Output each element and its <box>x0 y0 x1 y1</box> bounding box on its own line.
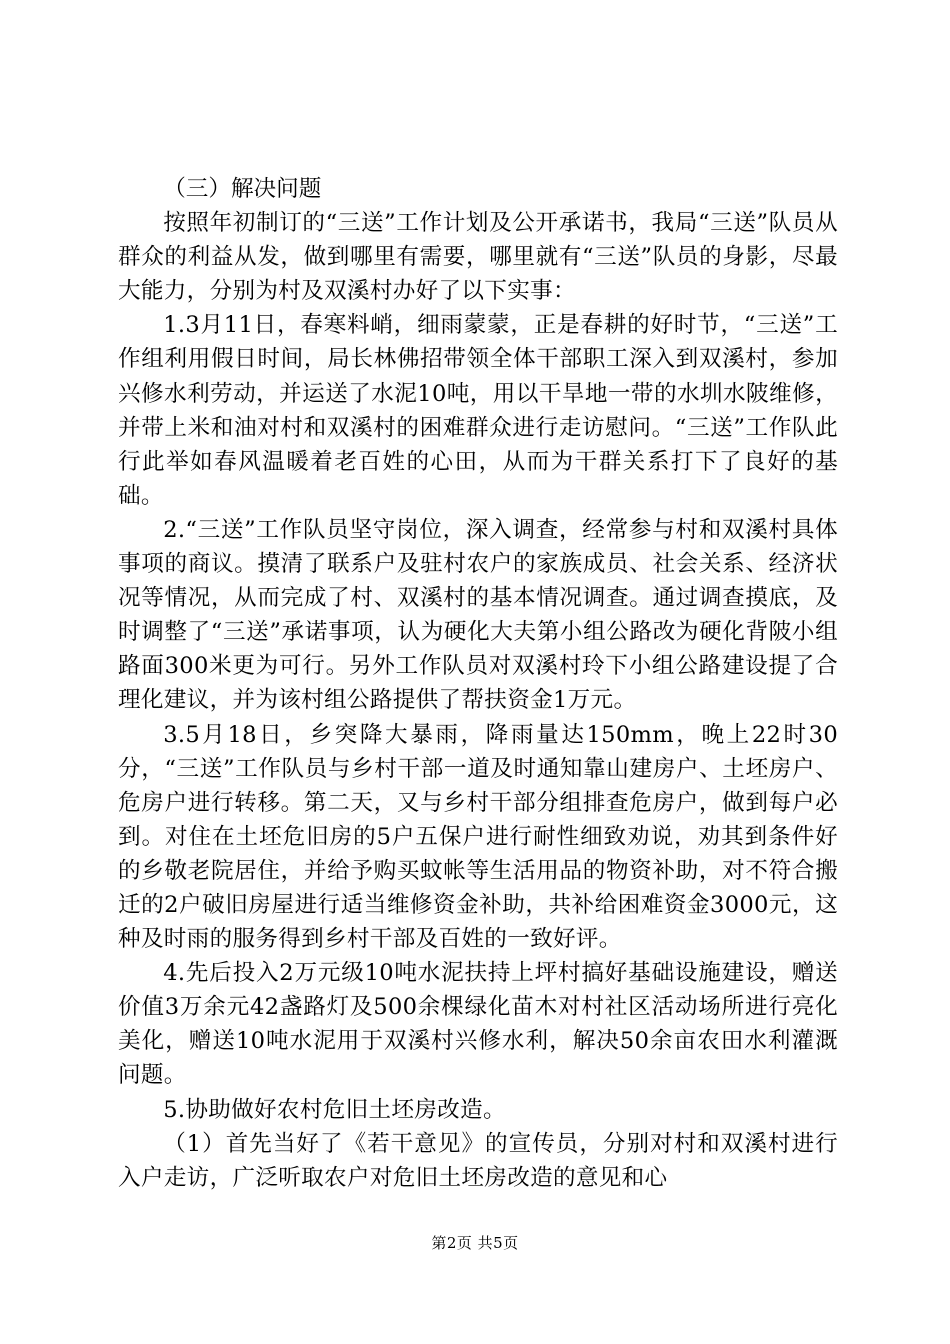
page-footer: 第2页 共5页 <box>431 1234 519 1252</box>
paragraph-item-3: 3.5月18日，乡突降大暴雨，降雨量达150mm，晚上22时30分，“三送”工作队员与乡村干部一道及时通知靠山建房户、土坯房户、危房户进行转移。第二天，又与乡村干部分组排查危房户，做到每户必到。对住在土坯危旧房的5户五保户进行耐性细致劝说，劝其到条件好的乡敬老院居住，并给予购买蚊帐等生活用品的物资补助，对不符合搬迁的2户破旧房屋进行适当维修资金补助，共补给困难资金3000元，这种及时雨的服务得到乡村干部及百姓的一致好评。 <box>118 721 838 953</box>
section-heading: （三）解决问题 <box>163 176 322 202</box>
paragraph-item-5: 5.协助做好农村危旧土坯房改造。 <box>163 1096 506 1123</box>
paragraph-item-1: 1.3月11日，春寒料峭，细雨蒙蒙，正是春耕的好时节，“三送”工作组利用假日时间，局长林佛招带领全体干部职工深入到双溪村，参加兴修水利劳动，并运送了水泥10吨，用以干旱地一带的水圳水陂维修，并带上米和油对村和双溪村的困难群众进行走访慰问。“三送”工作队此行此举如春风温暖着老百姓的心田，从而为干群关系打下了良好的基础。 <box>118 312 838 509</box>
paragraph-item-2: 2.“三送”工作队员坚守岗位，深入调查，经常参与村和双溪村具体事项的商议。摸清了联系户及驻村农户的家族成员、社会关系、经济状况等情况，从而完成了村、双溪村的基本情况调查。通过调查摸底，及时调整了“三送”承诺事项，认为硬化大夫第小组公路改为硬化背陂小组路面300米更为可行。另外工作队员对双溪村玲下小组公路建设提了合理化建议，并为该村组公路提供了帮扶资金1万元。 <box>118 516 838 714</box>
document-body <box>118 172 838 1195</box>
paragraph-item-5-1: （1）首先当好了《若干意见》的宣传员，分别对村和双溪村进行入户走访，广泛听取农户对危旧土坯房改造的意见和心 <box>118 1130 838 1191</box>
paragraph-intro: 按照年初制订的“三送”工作计划及公开承诺书，我局“三送”队员从群众的利益从发，做到哪里有需要，哪里就有“三送”队员的身影，尽最大能力，分别为村及双溪村办好了以下实事： <box>118 210 838 305</box>
paragraph-item-4: 4.先后投入2万元级10吨水泥扶持上坪村搞好基础设施建设，赠送价值3万余元42盏路灯及500余棵绿化苗木对村社区活动场所进行亮化美化，赠送10吨水泥用于双溪村兴修水利，解决50余亩农田水利灌溉问题。 <box>118 960 838 1089</box>
